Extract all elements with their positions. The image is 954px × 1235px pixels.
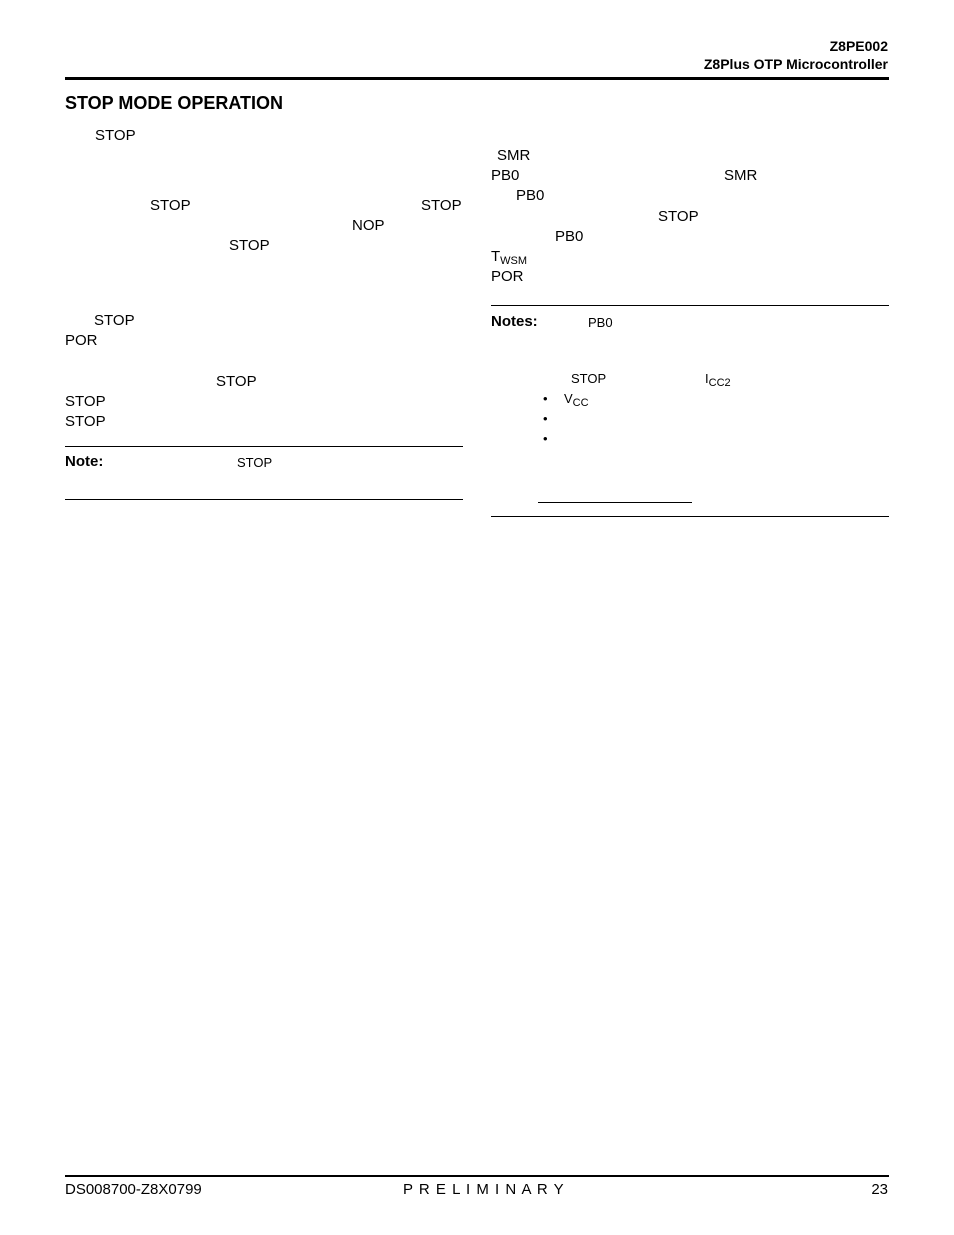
- header-part-number: Z8PE002: [829, 38, 888, 54]
- right-notes-rule-top: [491, 305, 889, 306]
- vcc-subscript: CC: [572, 397, 589, 409]
- left-word-stop-3: STOP: [421, 197, 462, 214]
- right-notes-word-icc2: [705, 371, 731, 389]
- right-word-stop: STOP: [658, 208, 699, 225]
- left-word-stop-2: STOP: [150, 197, 191, 214]
- section-title: STOP MODE OPERATION: [65, 93, 284, 113]
- footer-page-number: 23: [871, 1181, 888, 1198]
- right-notes-label: Notes:: [491, 313, 538, 330]
- header-rule: [65, 77, 889, 80]
- right-word-pb0-3: PB0: [555, 228, 584, 245]
- left-word-stop-1: STOP: [95, 127, 136, 144]
- header-product-name: Z8Plus OTP Microcontroller: [703, 56, 888, 72]
- right-notes-word-pb0: PB0: [588, 315, 613, 330]
- footer-rule: [65, 1175, 889, 1177]
- vcc-main: V: [564, 391, 573, 406]
- footer-status: P R E L I M I N A R Y: [403, 1181, 565, 1198]
- right-word-smr-2: SMR: [724, 167, 758, 184]
- bullet-2: •: [543, 411, 548, 426]
- left-word-por: POR: [65, 332, 98, 349]
- left-note-rule-top: [65, 446, 463, 447]
- left-word-stop-4: STOP: [229, 237, 270, 254]
- left-word-stop-5: STOP: [94, 312, 135, 329]
- bullet-1: •: [543, 391, 548, 406]
- right-word-por: POR: [491, 268, 524, 285]
- right-word-pb0-1: PB0: [491, 167, 520, 184]
- right-notes-word-vcc: [564, 391, 589, 409]
- bullet-3: •: [543, 431, 548, 446]
- right-word-pb0-2: PB0: [516, 187, 545, 204]
- twsm-main: T: [491, 248, 501, 265]
- footer-doc-id: DS008700-Z8X0799: [65, 1181, 202, 1198]
- right-notes-rule-bottom: [491, 516, 889, 517]
- left-word-stop-6: STOP: [216, 373, 257, 390]
- left-word-nop: NOP: [352, 217, 385, 234]
- left-note-rule-bottom: [65, 499, 463, 500]
- icc-subscript: CC2: [708, 377, 731, 389]
- right-word-smr-1: SMR: [497, 147, 531, 164]
- left-note-word-stop: STOP: [237, 455, 273, 470]
- left-word-stop-8: STOP: [65, 413, 106, 430]
- right-word-twsm: [491, 248, 527, 265]
- twsm-subscript: WSM: [500, 255, 528, 267]
- left-note-label: Note:: [65, 453, 104, 470]
- right-notes-word-stop: STOP: [571, 371, 607, 386]
- icc-main: I: [705, 371, 709, 386]
- right-notes-underline: [538, 502, 692, 503]
- left-word-stop-7: STOP: [65, 393, 106, 410]
